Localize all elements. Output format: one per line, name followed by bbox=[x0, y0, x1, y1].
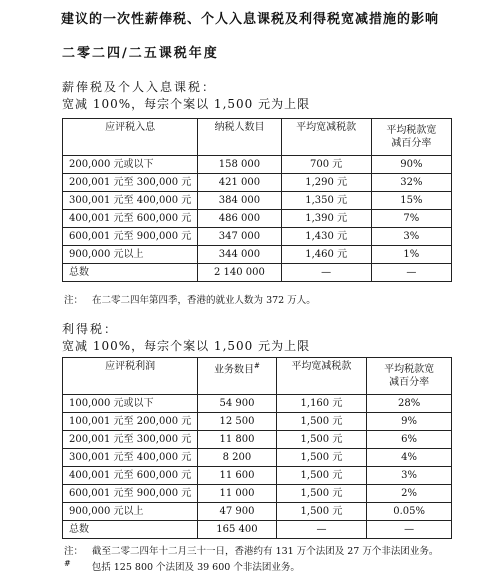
table-cell: 28% bbox=[367, 395, 452, 413]
table-cell: 200,001 元至 300,000 元 bbox=[63, 431, 198, 449]
table-row bbox=[63, 210, 452, 228]
salaries-note bbox=[64, 292, 316, 306]
column-header: 应评税入息 bbox=[63, 119, 198, 156]
table-cell: 32% bbox=[371, 174, 451, 192]
table-cell: 11 800 bbox=[198, 431, 276, 449]
table-row bbox=[63, 449, 452, 467]
table-cell: 486 000 bbox=[198, 210, 281, 228]
table-row bbox=[63, 174, 452, 192]
table-cell: 900,000 元以上 bbox=[63, 246, 198, 264]
column-header: 应评税利润 bbox=[63, 358, 198, 395]
year-heading: 二零二四/二五课税年度 bbox=[62, 46, 219, 61]
table-row bbox=[63, 431, 452, 449]
table-row bbox=[63, 156, 452, 174]
table-cell: 300,001 元至 400,000 元 bbox=[63, 449, 198, 467]
table-cell: — bbox=[281, 264, 371, 282]
table-cell: 8 200 bbox=[198, 449, 276, 467]
table-cell: 158 000 bbox=[198, 156, 281, 174]
table-cell: 1,350 元 bbox=[281, 192, 371, 210]
table-cell: 1,500 元 bbox=[276, 413, 367, 431]
salaries-heading: 薪俸税及个人入息课税： bbox=[62, 80, 217, 94]
table-cell: 0.05% bbox=[367, 503, 452, 521]
table-cell: 1,290 元 bbox=[281, 174, 371, 192]
table-cell: — bbox=[367, 521, 452, 539]
table-cell: 1,500 元 bbox=[276, 449, 367, 467]
table-cell: — bbox=[276, 521, 367, 539]
table-cell: 1,390 元 bbox=[281, 210, 371, 228]
table-cell: 700 元 bbox=[281, 156, 371, 174]
table-cell: 600,001 元至 900,000 元 bbox=[63, 485, 198, 503]
table-cell: 1,460 元 bbox=[281, 246, 371, 264]
total-row bbox=[63, 264, 452, 282]
profits-table bbox=[62, 357, 452, 539]
table-cell: 1% bbox=[371, 246, 451, 264]
table-cell: 12 500 bbox=[198, 413, 276, 431]
table-cell: 1,500 元 bbox=[276, 503, 367, 521]
table-cell: 54 900 bbox=[198, 395, 276, 413]
footnote-text: 包括 125 800 个法团及 39 600 个非法团业务。 bbox=[91, 562, 300, 573]
table-row bbox=[63, 485, 452, 503]
note-label: 注： bbox=[64, 546, 84, 557]
footnote-marker: # bbox=[64, 559, 71, 568]
table-cell: 1,500 元 bbox=[276, 431, 367, 449]
table-cell: 200,000 元或以下 bbox=[63, 156, 198, 174]
table-cell: 1,500 元 bbox=[276, 485, 367, 503]
table-cell: 1,500 元 bbox=[276, 467, 367, 485]
table-cell: 3% bbox=[367, 467, 452, 485]
table-cell: 400,001 元至 600,000 元 bbox=[63, 467, 198, 485]
table-cell: — bbox=[371, 264, 451, 282]
table-cell: 200,001 元至 300,000 元 bbox=[63, 174, 198, 192]
salaries-subheading: 宽减 100%，每宗个案以 1,500 元为上限 bbox=[62, 97, 311, 111]
table-cell: 90% bbox=[371, 156, 451, 174]
table-cell: 2 140 000 bbox=[198, 264, 281, 282]
table-cell: 400,001 元至 600,000 元 bbox=[63, 210, 198, 228]
table-cell: 100,000 元或以下 bbox=[63, 395, 198, 413]
profits-heading: 利得税： bbox=[62, 322, 119, 336]
table-cell: 11 600 bbox=[198, 467, 276, 485]
table-cell: 11 000 bbox=[198, 485, 276, 503]
table-cell: 9% bbox=[367, 413, 452, 431]
column-header-text: 业务数目 bbox=[214, 364, 255, 376]
table-cell: 总数 bbox=[63, 521, 198, 539]
profits-header-row bbox=[63, 358, 452, 395]
salaries-header-row bbox=[63, 119, 452, 156]
table-row bbox=[63, 395, 452, 413]
note-text: 在二零二四年第四季，香港的就业人数为 372 万人。 bbox=[92, 295, 316, 306]
table-row bbox=[63, 246, 452, 264]
table-cell: 4% bbox=[367, 449, 452, 467]
table-cell: 344 000 bbox=[198, 246, 281, 264]
table-row bbox=[63, 413, 452, 431]
table-row bbox=[63, 467, 452, 485]
column-header: 平均税款宽减百分率 bbox=[367, 358, 452, 395]
document-title: 建议的一次性薪俸税、个人入息课税及利得税宽减措施的影响 bbox=[60, 12, 439, 27]
note-label: 注： bbox=[64, 295, 84, 306]
table-cell: 1,160 元 bbox=[276, 395, 367, 413]
note-text: 截至二零二四年十二月三十一日，香港约有 131 万个法团及 27 万个非法团业务。 bbox=[92, 546, 439, 557]
column-header bbox=[198, 358, 276, 395]
total-row bbox=[63, 521, 452, 539]
table-cell: 1,430 元 bbox=[281, 228, 371, 246]
table-cell: 347 000 bbox=[198, 228, 281, 246]
table-cell: 7% bbox=[371, 210, 451, 228]
table-cell: 165 400 bbox=[198, 521, 276, 539]
table-row bbox=[63, 192, 452, 210]
profits-note bbox=[64, 543, 438, 557]
column-header: 纳税人数目 bbox=[198, 119, 281, 156]
footnote-marker: # bbox=[254, 362, 260, 370]
table-cell: 47 900 bbox=[198, 503, 276, 521]
column-header: 平均宽减税款 bbox=[281, 119, 371, 156]
salaries-table bbox=[62, 118, 452, 282]
column-header: 平均宽减税款 bbox=[276, 358, 367, 395]
table-cell: 421 000 bbox=[198, 174, 281, 192]
table-row bbox=[63, 228, 452, 246]
table-cell: 100,001 元至 200,000 元 bbox=[63, 413, 198, 431]
table-cell: 2% bbox=[367, 485, 452, 503]
table-cell: 900,000 元以上 bbox=[63, 503, 198, 521]
table-cell: 384 000 bbox=[198, 192, 281, 210]
table-cell: 总数 bbox=[63, 264, 198, 282]
table-cell: 600,001 元至 900,000 元 bbox=[63, 228, 198, 246]
profits-subheading: 宽减 100%，每宗个案以 1,500 元为上限 bbox=[62, 339, 311, 353]
column-header: 平均税款宽减百分率 bbox=[371, 119, 451, 156]
table-cell: 6% bbox=[367, 431, 452, 449]
table-cell: 3% bbox=[371, 228, 451, 246]
table-cell: 15% bbox=[371, 192, 451, 210]
table-row bbox=[63, 503, 452, 521]
table-cell: 300,001 元至 400,000 元 bbox=[63, 192, 198, 210]
